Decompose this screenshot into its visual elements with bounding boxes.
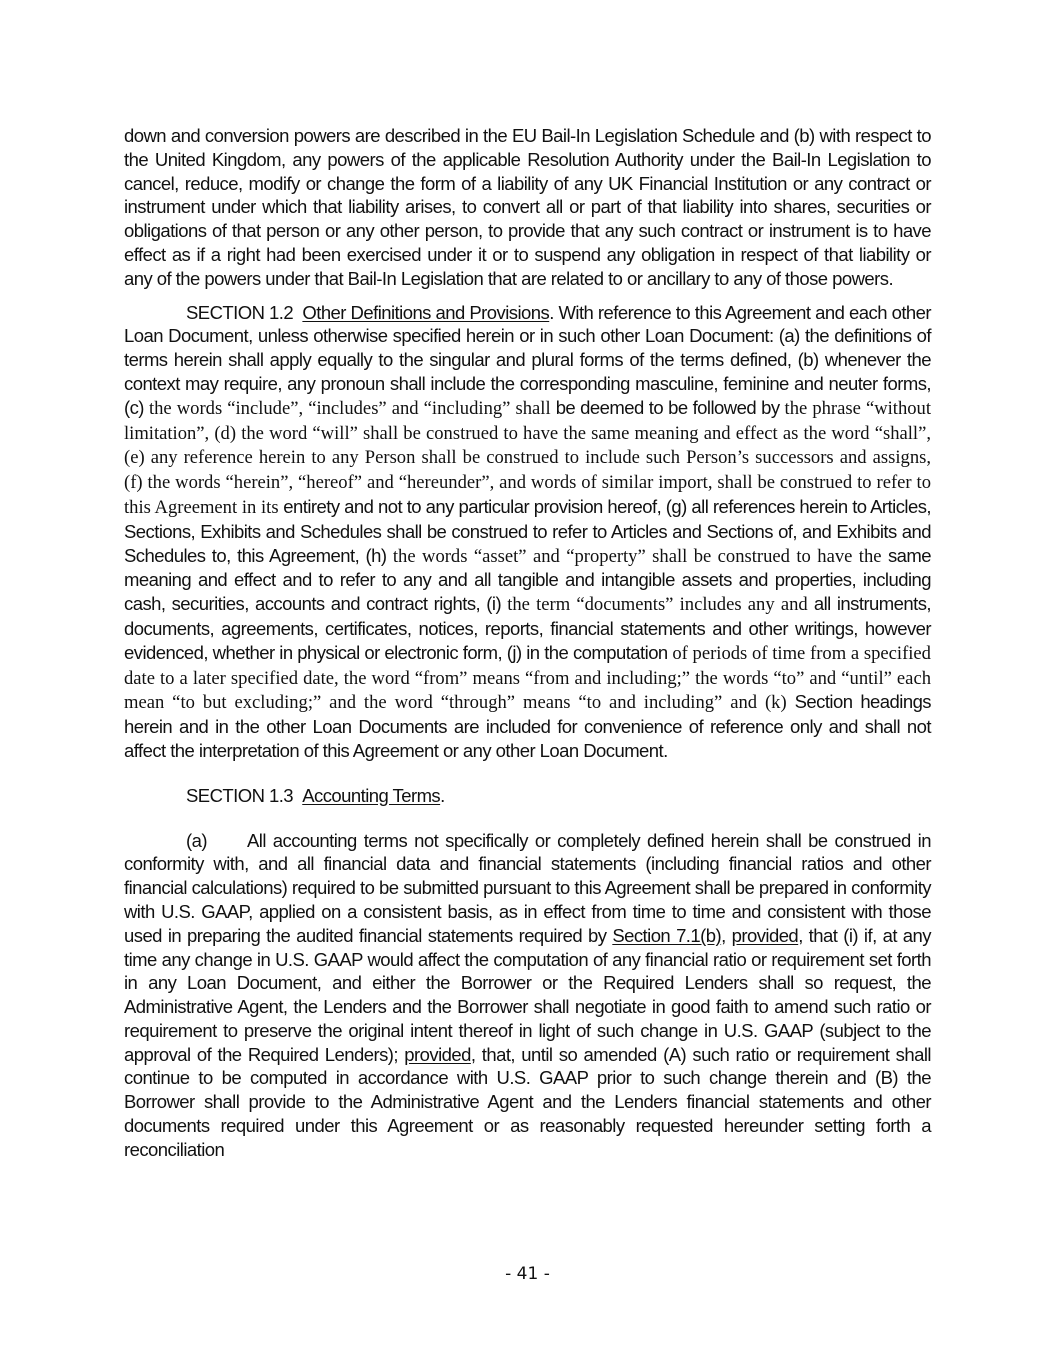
- spacer: [124, 291, 931, 301]
- section-reference-link: Section 7.1(b): [612, 924, 722, 946]
- section-text: same meaning and effect and to refer to any and all tangible and intangible assets and properties, including cash, securities, accounts and contract rights, (i): [124, 544, 931, 615]
- section-1-3-heading: [124, 784, 931, 808]
- paragraph-text: down and conversion powers are described in the EU Bail-In Legislation Schedule and (b) with respect to the United Kingdom, any powers of the applicable Resolution Authority under the Bail-In Legislation to cancel, reduce, modify or change the form of a liability of any UK Financial Institution or any contract or instrument under which that liability arises, to convert all or part of that liability into shares, securities or obligations of that person or any other person, to provide that any such contract or instrument is to have effect as if a right had been exercised under it or to suspend any obligation in respect of that liability or any of the powers under that Bail-In Legislation that are related to or ancillary to any of those powers.: [124, 125, 931, 289]
- title-period: .: [549, 301, 554, 323]
- section-text: ,: [721, 924, 732, 946]
- section-text: be deemed to be followed by: [555, 396, 785, 418]
- section-1-3-title: Accounting Terms: [302, 784, 441, 806]
- section-text: , that (i) if, at any time any change in U.S. GAAP would affect the computation of any financial ratio or requirement set forth in any Loan Document, and either the Borrower or the Required Lenders shall so request, the Administrative Agent, the Lenders and the Borrower shall negotiate in good faith to amend such ratio or requirement to preserve the original intent thereof in light of such change in U.S. GAAP (subject to the approval of the Required Lenders);: [124, 924, 931, 1065]
- section-1-3-subsection-a: [124, 829, 931, 1162]
- section-text: With reference to this Agreement and each other Loan Document, unless otherwise specified herein or in such other Loan Document: (a) the definitions of terms herein shall apply equally to the singular and plural forms of the terms defined, (b) whenever the context may require, any pronoun shall include the corresponding masculine, feminine and neuter forms, (c): [124, 301, 931, 418]
- section-1-3-number: SECTION 1.3: [186, 784, 294, 806]
- section-text-serif: of periods of time from a specified date to a later specified date, the word “from” means “from and including;” the words “to” and “until” each mean “to but excluding;” and the word “through” means “to and including” and (k): [124, 642, 931, 714]
- title-period: .: [440, 784, 445, 806]
- section-text-serif: the term “documents” includes any and: [507, 594, 814, 616]
- section-text: All accounting terms not specifically or completely defined herein shall be construed in conformity with, and all financial data and financial statements (including financial ratios and other financial calculations) required to be submitted pursuant to this Agreement shall be prepared in conformity with U.S. GAAP, applied on a consistent basis, as in effect from time to time and consistent with those used in preparing the audited financial statements required by: [124, 829, 931, 946]
- spacer: [124, 763, 931, 784]
- spacer: [124, 808, 931, 829]
- subsection-label: (a): [186, 829, 207, 851]
- section-text-serif: the phrase “without limitation”, (d) the word “will” shall be construed to have the same meaning and effect as the word “shall”, (e) any reference herein to any Person shall be construed to include such Person’s successors and assigns, (f) the words “herein”, “hereof” and “hereunder”, and words of similar import, shall be construed to refer to this Agreement in its: [124, 397, 932, 518]
- document-page: [124, 124, 931, 1162]
- paragraph-bail-in-continuation: [124, 124, 931, 291]
- section-1-2-number: SECTION 1.2: [186, 301, 294, 323]
- section-text-serif: the words “asset” and “property” shall be construed to have the: [392, 545, 888, 567]
- page-number: - 41 -: [505, 1264, 550, 1284]
- section-text: Section headings herein and in the other Loan Documents are included for convenience of reference only and shall not affect the interpretation of this Agreement or any other Loan Document.: [124, 691, 932, 761]
- section-text: , that, until so amended (A) such ratio or requirement shall continue to be computed in accordance with U.S. GAAP prior to such change therein and (B) the Borrower shall provide to the Administrative Agent and the Lenders financial statements and other documents required under this Agreement or as reasonably requested hereunder setting forth a reconciliation: [124, 1043, 931, 1160]
- section-text: all instruments, documents, agreements, certificates, notices, reports, financial statements and other writings, however evidenced, whether in physical or electronic form, (j) in the computation: [124, 593, 932, 663]
- provided-term: provided: [404, 1043, 471, 1065]
- section-text-serif: the words “include”, “includes” and “including” shall: [148, 397, 556, 419]
- section-text: entirety and not to any particular provision hereof, (g) all references herein to Articles, Sections, Exhibits and Schedules shall be construed to refer to Articles and Sections of, and Exhibits and Schedules to, this Agreement, (h): [124, 495, 931, 566]
- section-1-2-title: Other Definitions and Provisions: [302, 301, 550, 323]
- provided-term: provided: [731, 924, 799, 946]
- section-1-2-paragraph: [124, 301, 931, 763]
